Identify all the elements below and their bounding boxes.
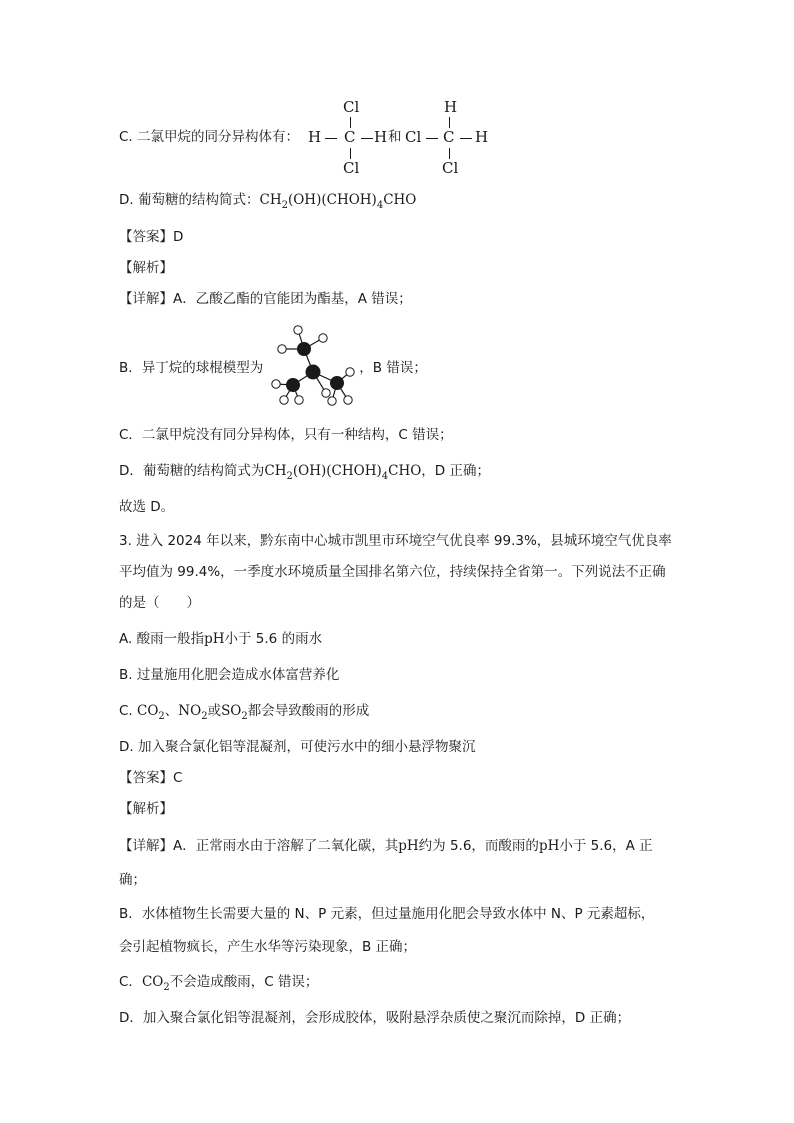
hydrogen-atom: [280, 396, 288, 404]
text-part: 小于 5.6，A 正: [559, 838, 653, 854]
formula-part: CH: [264, 463, 287, 479]
bond: [350, 148, 351, 159]
detail-b-prefix: B．异丁烷的球棍模型为: [119, 360, 264, 376]
hydrogen-atom: [294, 326, 302, 334]
option-a-suffix: 小于 5.6 的雨水: [224, 631, 323, 647]
struct1-top: Cl: [343, 98, 360, 116]
hydrogen-atom: [272, 380, 280, 388]
glucose-formula: [259, 192, 417, 211]
formula-part: (OH)(CHOH): [292, 463, 382, 479]
detail-d-q2: [119, 461, 490, 481]
struct-connector: 和: [388, 129, 402, 145]
bond: [449, 148, 450, 159]
struct1-left: H: [308, 128, 322, 146]
q3-detail-a-line1: [119, 836, 653, 856]
glucose-formula: [264, 463, 422, 482]
carbon-atom: [286, 378, 300, 392]
formula-part: CO: [141, 974, 164, 990]
option-c-prefix: C. 二氯甲烷的同分异构体有：: [119, 129, 300, 145]
conclusion-q2: 故选 D。: [119, 499, 175, 515]
separator: 、: [164, 703, 179, 719]
option-c-q2: [119, 127, 299, 147]
detail-b-suffix: ，B 错误；: [359, 360, 427, 376]
dichloromethane-structures: [308, 98, 508, 178]
carbon-atom: [306, 365, 321, 380]
option-d-q2: [119, 190, 416, 210]
q3-option-c: [119, 701, 369, 721]
q3-option-b: B. 过量施用化肥会造成水体富营养化: [119, 667, 340, 683]
hydrogen-atom: [344, 396, 352, 404]
formula-part: CHO: [388, 463, 422, 479]
struct2-bottom: Cl: [442, 159, 459, 177]
struct2-center: C: [443, 128, 455, 146]
hydrogen-atom: [278, 345, 286, 353]
bond: [460, 138, 472, 139]
struct2-left: Cl: [405, 128, 422, 146]
formula-part: NO: [178, 703, 202, 719]
q3-detail-b-line2: 会引起植物疯长，产生水华等污染现象，B 正确；: [119, 939, 417, 955]
no2-formula: [178, 703, 208, 722]
option-c-suffix: 都会导致酸雨的形成: [247, 703, 370, 719]
hydrogen-atom: [319, 334, 327, 342]
answer-q2: 【答案】D: [119, 229, 184, 245]
detail-c-q2: C．二氯甲烷没有同分异构体，只有一种结构，C 错误；: [119, 427, 453, 443]
co2-formula: [137, 703, 165, 722]
separator: 或: [207, 703, 222, 719]
carbon-atom: [297, 342, 311, 356]
formula-part: CO: [137, 703, 159, 719]
bond: [426, 138, 438, 139]
struct1-bottom: Cl: [343, 159, 360, 177]
carbon-atom: [330, 376, 344, 390]
bond: [350, 117, 351, 128]
hydrogen-atom: [346, 368, 354, 376]
q3-answer: 【答案】C: [119, 770, 183, 786]
formula-part: (OH)(CHOH): [287, 192, 377, 208]
formula-sub: 2: [286, 471, 293, 482]
formula-part: SO: [221, 703, 242, 719]
so2-formula: [221, 703, 248, 722]
analysis-q2: 【解析】: [119, 260, 173, 276]
q3-detail-b-line1: B．水体植物生长需要大量的 N、P 元素，但过量施用化肥会导致水体中 N、P 元素超标，: [119, 906, 655, 922]
formula-sub: 2: [163, 982, 170, 993]
q3-detail-a-line2: 确；: [119, 872, 146, 888]
text-part: 【详解】A．正常雨水由于溶解了二氧化碳，其: [119, 838, 399, 854]
struct1-right: H: [374, 128, 388, 146]
bond: [449, 117, 450, 128]
isobutane-ball-stick-model: [270, 322, 366, 408]
formula-sub: 2: [201, 711, 208, 722]
q3-detail-c: [119, 972, 318, 992]
bond: [325, 138, 337, 139]
text-part: 约为 5.6，而酸雨的: [418, 838, 539, 854]
ph-symbol: pH: [538, 838, 560, 854]
q3-option-d: D. 加入聚合氯化铝等混凝剂，可使污水中的细小悬浮物聚沉: [119, 739, 476, 755]
formula-part: CHO: [383, 192, 417, 208]
option-a-prefix: A. 酸雨一般指: [119, 631, 205, 647]
detail-a-q2: 【详解】A．乙酸乙酯的官能团为酯基，A 错误；: [119, 291, 412, 307]
formula-sub: 4: [376, 200, 384, 211]
formula-sub: 4: [381, 471, 389, 482]
hydrogen-atom: [322, 389, 330, 397]
formula-sub: 2: [158, 711, 165, 722]
detail-d-prefix: D．葡萄糖的结构简式为: [119, 463, 265, 479]
option-d-prefix: D. 葡萄糖的结构简式：: [119, 192, 260, 208]
q3-analysis: 【解析】: [119, 801, 173, 817]
detail-d-suffix: ，D 正确；: [421, 463, 490, 479]
formula-part: CH: [259, 192, 282, 208]
formula-sub: 2: [281, 200, 288, 211]
q3-stem-line1: 3. 进入 2024 年以来，黔东南中心城市凯里市环境空气优良率 99.3%，县城环境空气优良率: [119, 533, 672, 549]
option-c-prefix: C.: [119, 703, 138, 719]
bond: [361, 138, 373, 139]
struct2-top: H: [444, 98, 458, 116]
ph-symbol: pH: [204, 631, 225, 647]
hydrogen-atom: [295, 396, 303, 404]
struct2-right: H: [475, 128, 489, 146]
formula-sub: 2: [241, 711, 248, 722]
q3-stem-line3: 的是（ ）: [119, 595, 200, 611]
text-part: C．: [119, 974, 142, 990]
q3-stem-line2: 平均值为 99.4%，一季度水环境质量全国排名第六位，持续保持全省第一。下列说法不正确: [119, 564, 666, 580]
co2-formula: [141, 974, 170, 993]
text-part: 不会造成酸雨，C 错误；: [169, 974, 319, 990]
ph-symbol: pH: [398, 838, 419, 854]
hydrogen-atom: [328, 397, 336, 405]
q3-option-a: [119, 629, 322, 649]
q3-detail-d: D．加入聚合氯化铝等混凝剂，会形成胶体，吸附悬浮杂质使之聚沉而除掉，D 正确；: [119, 1010, 631, 1026]
struct1-center: C: [344, 128, 356, 146]
